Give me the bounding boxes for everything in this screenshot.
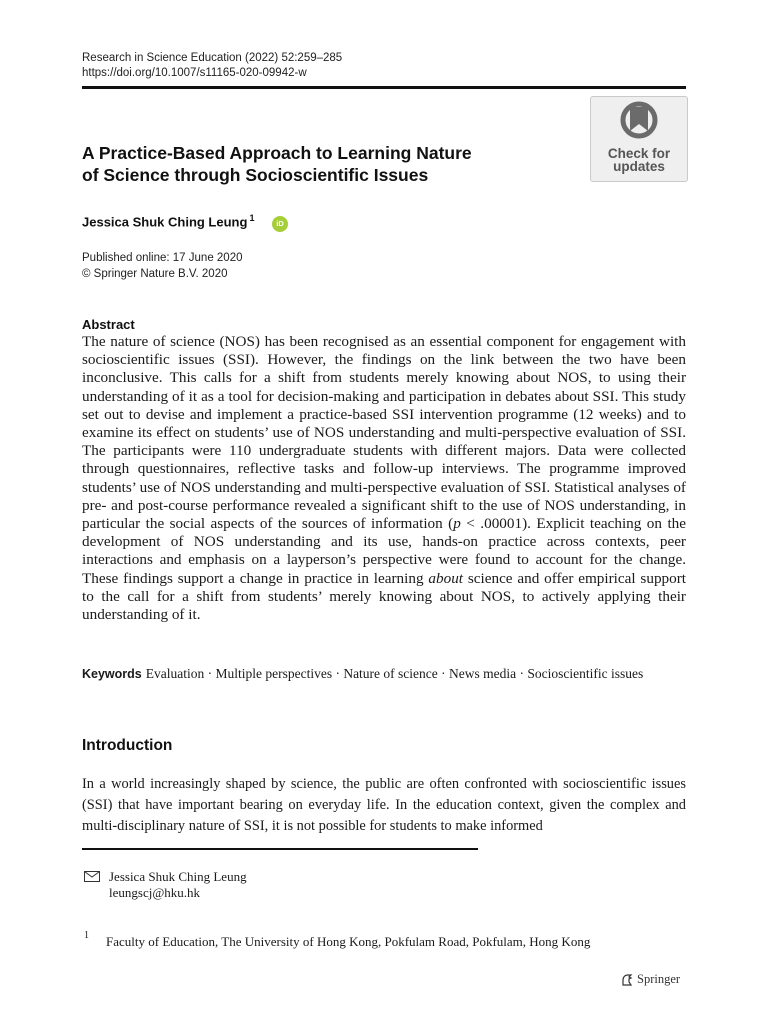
affiliation-number: 1 (84, 930, 89, 941)
badge-line1: Check for (607, 146, 671, 161)
article-title (82, 142, 582, 186)
keywords-label: Keywords (82, 667, 142, 681)
correspondence-email[interactable]: leungscj@hku.hk (109, 885, 201, 900)
author-line (82, 213, 254, 229)
abstract-part-1: The nature of science (NOS) has been recognised as an essential component for engagement with socioscientific issues (SSI). However, the findings on the link between the two have been inconclusive. This calls for a shift from students merely knowing about NOS, to using their understanding of it as a tool for decision-making and participation in debates about SSI. This study set out to devise and implement a practice-based SSI intervention programme (12 weeks) and to examine its effect on students’ use of NOS understanding and multi-perspective evaluation of SSI. The participants were 110 undergraduate students with different majors. Data were collected through questionnaires, reflective tasks and follow-up interviews. The programme improved students’ use of NOS understanding and multi-perspective evaluation of SSI. Statistical analyses of pre- and post-course performance revealed a significant shift to the use of NOS understanding, in particular the social aspects of the sources of information ( (82, 333, 686, 533)
header-rule (82, 86, 686, 89)
affiliation-text: Faculty of Education, The University of Hong Kong, Pokfulam Road, Pokfulam, Hong Kong (106, 934, 591, 949)
keywords-text: Evaluation · Multiple perspectives · Nature of science · News media · Socioscientific issues (145, 666, 644, 681)
journal-header (82, 51, 342, 81)
doi-link[interactable]: https://doi.org/10.1007/s11165-020-09942-w (82, 67, 307, 79)
badge-label (591, 147, 687, 173)
abstract-p-symbol: p (453, 515, 461, 533)
abstract-part-3: science and offer empirical support to the call for a shift from students’ merely knowing about NOS, to actively applying their understanding of it. (82, 569, 686, 624)
author-name[interactable]: Jessica Shuk Ching Leung (82, 214, 248, 230)
journal-citation: Research in Science Education (2022) 52:259–285 (82, 52, 343, 64)
check-for-updates-badge[interactable] (590, 96, 688, 182)
abstract-emphasis: about (428, 569, 464, 587)
abstract-heading: Abstract (82, 317, 135, 332)
copyright: © Springer Nature B.V. 2020 (82, 268, 228, 280)
correspondence-name: Jessica Shuk Ching Leung (109, 869, 247, 884)
introduction-heading: Introduction (82, 737, 173, 754)
publisher-name: Springer (637, 972, 681, 986)
introduction-text: In a world increasingly shaped by science, the public are often confronted with socioscientific issues (SSI) that have important bearing on everyday life. In the education context, given the complex and multi-disciplinary nature of SSI, it is not possible for students to make informed (82, 776, 686, 834)
abstract-part-2: < .00001). Explicit teaching on the development of NOS understanding and its use, hands-on practice across contexts, peer interactions and emphasis on a layperson’s perspective were found to account for the change. These findings support a change in practice in learning (82, 515, 686, 587)
keywords (82, 665, 686, 683)
title-line1: A Practice-Based Approach to Learning Nature (82, 143, 472, 163)
check-updates-icon (620, 101, 658, 143)
springer-horse-icon (620, 973, 634, 987)
springer-logo (620, 972, 680, 987)
envelope-icon (84, 871, 100, 882)
orcid-icon[interactable]: iD (272, 216, 288, 232)
publication-info (82, 250, 243, 282)
published-date: Published online: 17 June 2020 (82, 252, 243, 264)
abstract-text (82, 333, 686, 624)
author-affiliation-mark: 1 (249, 213, 255, 223)
correspondence (109, 869, 247, 901)
badge-line2: updates (613, 159, 665, 174)
title-line2: of Science through Socioscientific Issues (82, 165, 429, 185)
footnote-rule (82, 848, 478, 850)
